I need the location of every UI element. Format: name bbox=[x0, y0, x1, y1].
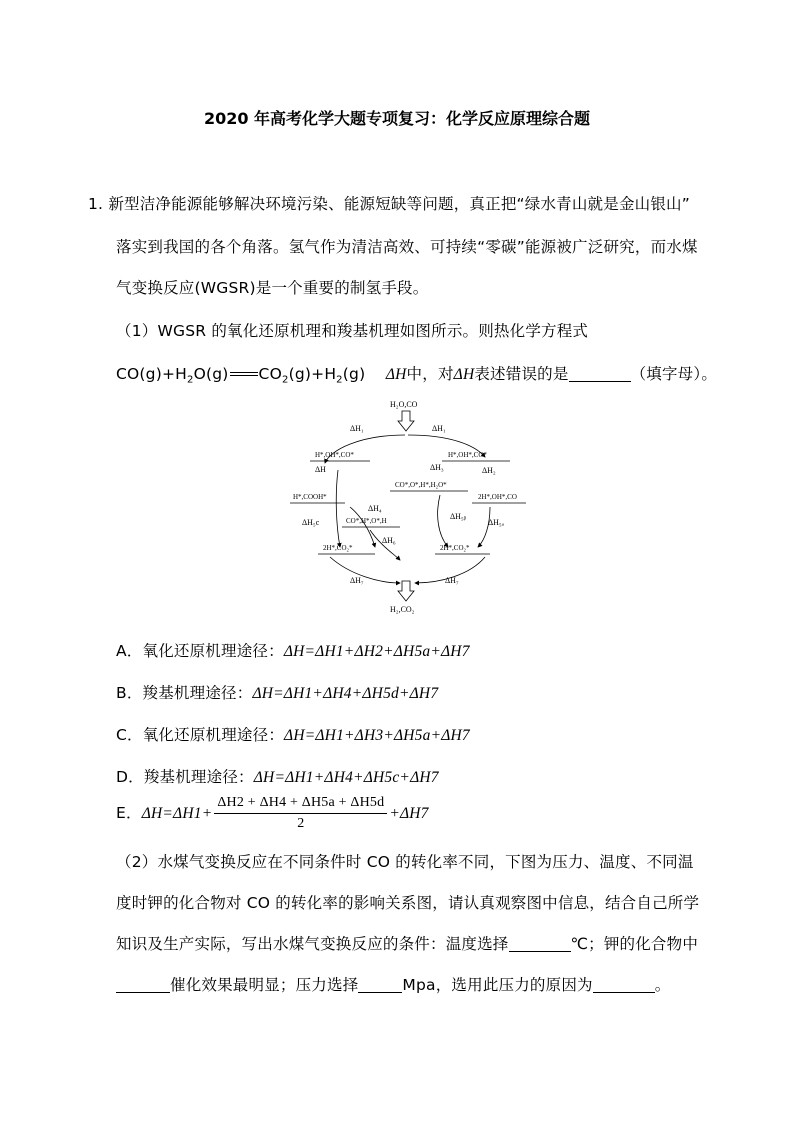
svg-text:ΔH₅c: ΔH₅c bbox=[302, 518, 320, 527]
part2-line4: 催化效果最明显；压力选择 Mpa，选用此压力的原因为 。 bbox=[116, 973, 670, 995]
diagram-top: H₂O,CO bbox=[390, 400, 418, 409]
svg-text:ΔH₅ᵦ: ΔH₅ᵦ bbox=[450, 512, 466, 521]
answer-blank-potassium[interactable] bbox=[116, 977, 170, 994]
svg-text:CO*,O*,H*,H₂O*: CO*,O*,H*,H₂O* bbox=[395, 481, 447, 489]
option-d[interactable]: D．羧基机理途径：ΔH=ΔH1+ΔH4+ΔH5c+ΔH7 bbox=[116, 768, 439, 786]
svg-text:ΔH₇: ΔH₇ bbox=[445, 576, 459, 585]
part2-line3: 知识及生产实际，写出水煤气变换反应的条件：温度选择 ℃；钾的化合物中 bbox=[116, 935, 699, 953]
thermo-equation: $CO(g)+H_2O(g)$ $CO_2(g)+H_2(g)$ ΔH中，对ΔH表述错误的是 （填字母）。 bbox=[116, 365, 718, 386]
svg-text:H*,OH*,CO*: H*,OH*,CO* bbox=[315, 451, 354, 459]
answer-blank-temperature[interactable] bbox=[509, 936, 571, 953]
option-b[interactable]: B．羧基机理途径：ΔH=ΔH1+ΔH4+ΔH5d+ΔH7 bbox=[116, 684, 439, 702]
svg-text:ΔH₁: ΔH₁ bbox=[350, 424, 364, 433]
equals-sign bbox=[229, 366, 259, 382]
part2-line1: （2）水煤气变换反应在不同条件时 CO 的转化率不同，下图为压力、温度、不同温 bbox=[116, 853, 694, 871]
answer-blank-reason[interactable] bbox=[593, 977, 655, 994]
option-c[interactable]: C．氧化还原机理途径：ΔH=ΔH1+ΔH3+ΔH5a+ΔH7 bbox=[116, 726, 470, 744]
svg-text:2H*,CO₂*: 2H*,CO₂* bbox=[440, 544, 470, 552]
part2-line2: 度时钾的化合物对 CO 的转化率的影响关系图，请认真观察图中信息，结合自己所学 bbox=[116, 894, 700, 912]
svg-text:ΔH: ΔH bbox=[315, 465, 326, 474]
svg-text:2H*,CO₂*: 2H*,CO₂* bbox=[323, 544, 353, 552]
svg-text:ΔH₅ₐ: ΔH₅ₐ bbox=[488, 518, 504, 527]
part1-stem: （1）WGSR 的氧化还原机理和羧基机理如图所示。则热化学方程式 bbox=[116, 322, 589, 340]
svg-text:ΔH₂: ΔH₂ bbox=[482, 466, 496, 475]
answer-blank-pressure[interactable] bbox=[358, 977, 402, 994]
svg-text:H*,COOH*: H*,COOH* bbox=[293, 493, 327, 501]
page-title: 2020 年高考化学大题专项复习：化学反应原理综合题 bbox=[203, 109, 591, 128]
svg-text:CO*,H*,O*,H: CO*,H*,O*,H bbox=[346, 517, 387, 525]
svg-text:ΔH₁: ΔH₁ bbox=[432, 424, 446, 433]
answer-blank-1[interactable] bbox=[569, 366, 631, 383]
option-e-fraction: $\frac{\Delta H2 + \Delta H4 + \Delta H5a + \Delta H5d}{2}$ bbox=[214, 795, 387, 832]
svg-text:ΔH₇: ΔH₇ bbox=[350, 576, 364, 585]
svg-text:ΔH₆: ΔH₆ bbox=[382, 536, 396, 545]
svg-text:H*,OH*,CO*: H*,OH*,CO* bbox=[448, 451, 487, 459]
diagram-bottom: H₂,CO₂ bbox=[390, 605, 415, 614]
q1-intro-line3: 气变换反应(WGSR)是一个重要的制氢手段。 bbox=[116, 279, 429, 297]
option-a[interactable]: A．氧化还原机理途径：ΔH=ΔH1+ΔH2+ΔH5a+ΔH7 bbox=[116, 642, 470, 660]
q1-intro-line1: 1. 新型洁净能源能够解决环境污染、能源短缺等问题，真正把“绿水青山就是金山银山” bbox=[88, 195, 690, 213]
svg-text:ΔH₃: ΔH₃ bbox=[430, 463, 444, 472]
svg-text:2H*,OH*,CO: 2H*,OH*,CO bbox=[478, 493, 517, 501]
q1-intro-line2: 落实到我国的各个角落。氢气作为清洁高效、可持续“零碳”能源被广泛研究，而水煤 bbox=[116, 238, 698, 256]
svg-text:ΔH₄: ΔH₄ bbox=[368, 504, 382, 513]
mechanism-diagram bbox=[290, 395, 530, 615]
option-e[interactable]: E．ΔH=ΔH1+ $\frac{\Delta H2 + \Delta H4 + \Delta H5a + \Delta H5d}{2}$ +ΔH7 bbox=[116, 795, 429, 831]
